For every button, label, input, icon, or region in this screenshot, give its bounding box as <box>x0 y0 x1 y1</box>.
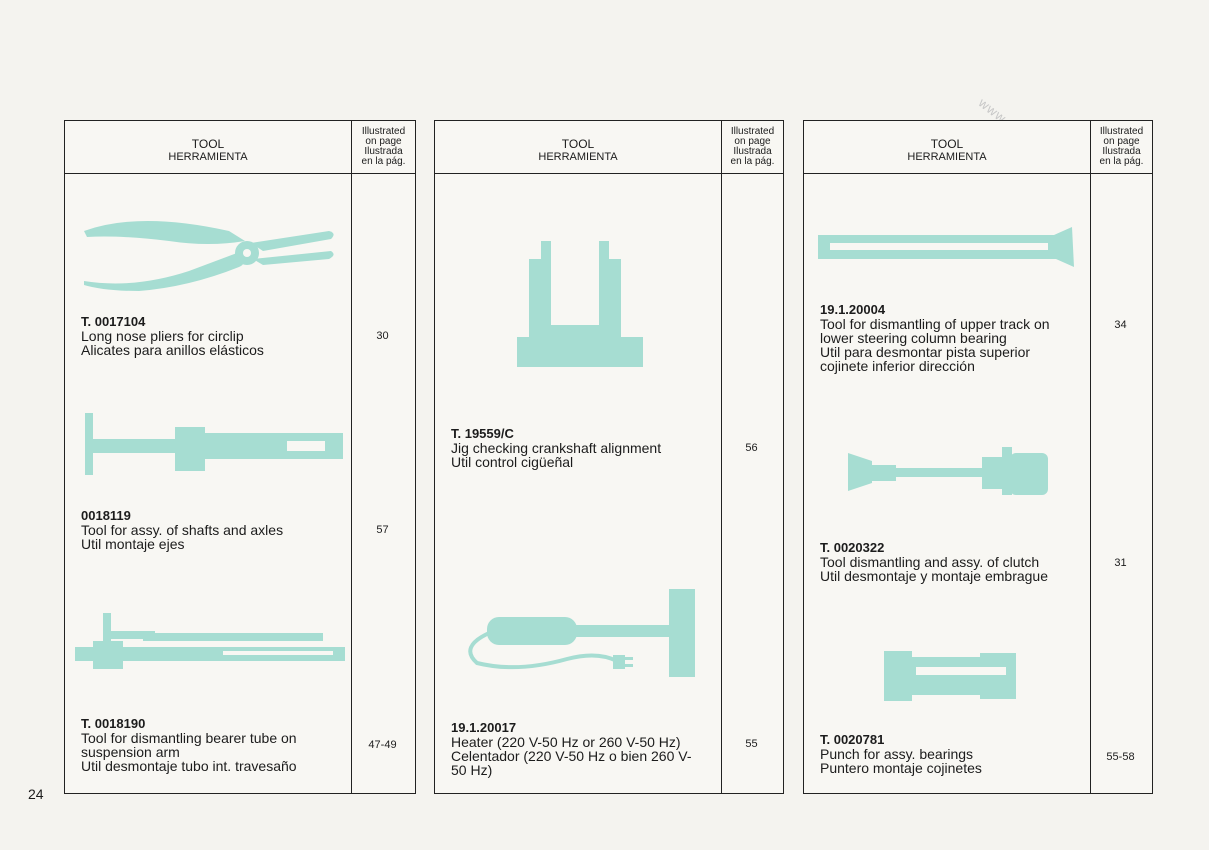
tool-entry <box>81 315 264 357</box>
tool-desc-line: Util desmontaje y montaje embrague <box>820 568 1049 584</box>
page-reference: 30 <box>376 330 389 342</box>
clutch-tool-icon <box>842 439 1052 503</box>
tool-desc-line: Util montaje ejes <box>81 536 185 552</box>
page-number: 24 <box>28 786 44 802</box>
tool-header-es: HERRAMIENTA <box>907 151 987 163</box>
page-header-line: on page <box>365 136 402 147</box>
tool-desc-line: Tool for assy. of shafts and axles <box>81 522 284 538</box>
page-reference: 31 <box>1114 557 1127 569</box>
page-header-line: Illustrated <box>730 126 775 137</box>
page-header-line: Ilustrada <box>364 146 403 157</box>
tool-desc-line: Util para desmontar pista superior <box>820 344 1031 360</box>
column-divider <box>1090 173 1091 793</box>
page-reference: 56 <box>745 442 758 454</box>
tool-code: 19.1.20004 <box>820 302 886 317</box>
tool-entry <box>820 303 1050 373</box>
tool-desc-line: Heater (220 V-50 Hz or 260 V-50 Hz) <box>451 734 681 750</box>
page-header-line: Illustrated <box>1099 126 1144 137</box>
tool-entry <box>451 427 661 469</box>
tool-desc-line: Tool for dismantling bearer tube on <box>81 730 297 746</box>
tool-header-en: TOOL <box>191 137 225 151</box>
column-divider <box>721 173 722 793</box>
pliers-icon <box>79 209 341 295</box>
tool-header-en: TOOL <box>930 137 964 151</box>
track-tool-icon <box>816 225 1078 267</box>
tool-desc-line: Alicates para anillos elásticos <box>81 342 264 358</box>
tool-entry <box>81 717 297 773</box>
tool-column-header <box>804 121 1090 173</box>
page-reference: 57 <box>376 524 389 536</box>
heater-icon <box>457 587 699 683</box>
tool-column-header <box>435 121 721 173</box>
page-reference: 47-49 <box>368 739 397 751</box>
tool-desc-line: 50 Hz) <box>451 762 493 778</box>
table-header <box>804 121 1152 174</box>
table-header <box>65 121 415 174</box>
page-header-line: en la pág. <box>361 156 406 167</box>
tool-table-1 <box>64 120 416 794</box>
tool-desc-line: Punch for assy. bearings <box>820 746 974 762</box>
tool-code: 19.1.20017 <box>451 720 517 735</box>
page-reference: 55-58 <box>1106 751 1135 763</box>
tool-desc-line: Tool dismantling and assy. of clutch <box>820 554 1040 570</box>
tool-header-es: HERRAMIENTA <box>538 151 618 163</box>
page-header-line: en la pág. <box>1099 156 1144 167</box>
shaft-assembly-tool-icon <box>79 409 345 479</box>
page-header-line: on page <box>734 136 771 147</box>
tool-header-es: HERRAMIENTA <box>168 151 248 163</box>
tool-desc-line: suspension arm <box>81 744 180 760</box>
tool-desc-line: Tool for dismantling of upper track on <box>820 316 1050 332</box>
page-header-line: en la pág. <box>730 156 775 167</box>
tool-desc-line: Util desmontaje tubo int. travesaño <box>81 758 297 774</box>
crankshaft-jig-icon <box>515 237 645 371</box>
tool-desc-line: Long nose pliers for circlip <box>81 328 244 344</box>
page-reference: 34 <box>1114 319 1127 331</box>
tool-code: T. 0018190 <box>81 716 146 731</box>
tool-desc-line: Jig checking crankshaft alignment <box>451 440 662 456</box>
column-divider <box>351 173 352 793</box>
tool-column-header <box>65 121 351 173</box>
bearing-punch-icon <box>882 641 1018 703</box>
table-header <box>435 121 783 174</box>
tool-code: T. 19559/C <box>451 426 514 441</box>
tool-table-2 <box>434 120 784 794</box>
tool-desc-line: Util control cigüeñal <box>451 454 574 470</box>
tool-desc-line: Celentador (220 V-50 Hz o bien 260 V- <box>451 748 692 764</box>
tool-desc-line: lower steering column bearing <box>820 330 1007 346</box>
tool-code: T. 0017104 <box>81 314 146 329</box>
tool-table-3 <box>803 120 1153 794</box>
bearer-tube-tool-icon <box>73 609 349 679</box>
page-column-header <box>721 121 783 173</box>
page-column-header <box>1090 121 1152 173</box>
tool-desc-line: cojinete inferior dirección <box>820 358 975 374</box>
tool-header-en: TOOL <box>561 137 595 151</box>
tool-code: 0018119 <box>81 508 131 523</box>
tool-code: T. 0020781 <box>820 732 885 747</box>
page-header-line: Ilustrada <box>733 146 772 157</box>
page-reference: 55 <box>745 738 758 750</box>
tool-entry <box>820 541 1048 583</box>
page-header-line: on page <box>1103 136 1140 147</box>
page-header-line: Ilustrada <box>1102 146 1141 157</box>
tool-code: T. 0020322 <box>820 540 885 555</box>
page-header-line: Illustrated <box>361 126 406 137</box>
tool-entry <box>451 721 692 777</box>
tool-entry <box>81 509 283 551</box>
page-column-header <box>351 121 415 173</box>
tool-entry <box>820 733 982 775</box>
tool-desc-line: Puntero montaje cojinetes <box>820 760 982 776</box>
